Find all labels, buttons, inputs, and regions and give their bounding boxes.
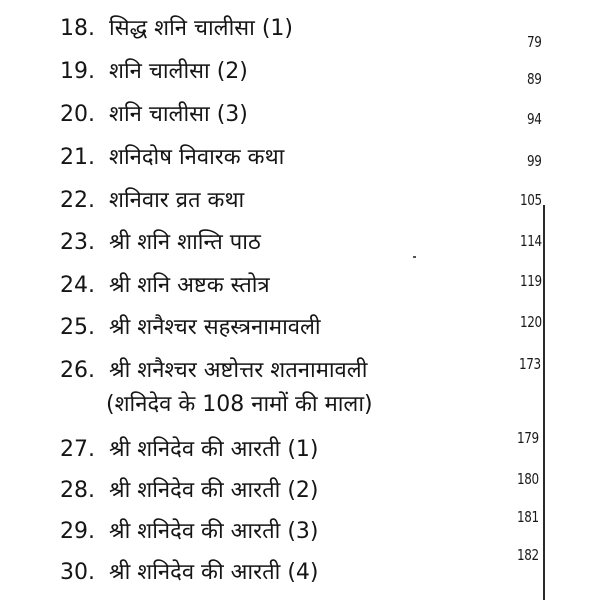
toc-entry-29 [60, 517, 530, 547]
toc-entry-24 [60, 271, 530, 301]
toc-entry-21 [60, 143, 530, 173]
entry-number: 25. [60, 315, 95, 340]
entry-number: 19. [60, 59, 95, 84]
entry-title: शनिवार व्रत कथा [109, 188, 245, 213]
toc-entry-30 [60, 558, 530, 588]
entry-number: 28. [60, 478, 95, 503]
entry-number: 30. [60, 560, 95, 585]
toc-entry-19 [60, 57, 530, 87]
entry-number: 26. [60, 358, 95, 383]
entry-title: शनि चालीसा (3) [109, 102, 248, 127]
toc-entry-28 [60, 476, 530, 506]
entry-page-number: 105 [520, 191, 542, 209]
entry-title: श्री शनिदेव की आरती (1) [109, 437, 319, 462]
entry-number: 22. [60, 188, 95, 213]
entry-title: सिद्ध शनि चालीसा (1) [109, 16, 294, 41]
entry-title: श्री शनैश्चर सहस्त्रनामावली [109, 315, 321, 340]
print-speck [413, 256, 416, 258]
toc-entry-20 [60, 100, 530, 130]
entry-page-number: 114 [520, 232, 542, 250]
entry-number: 24. [60, 273, 95, 298]
entry-number: 20. [60, 102, 95, 127]
entry-title: श्री शनि अष्टक स्तोत्र [109, 273, 270, 298]
entry-page-number: 120 [520, 313, 542, 331]
entry-number: 21. [60, 145, 95, 170]
entry-title: श्री शनिदेव की आरती (3) [109, 519, 319, 544]
entry-page-number: 182 [517, 546, 539, 564]
entry-number: 29. [60, 519, 95, 544]
page-edge-rule [543, 205, 545, 600]
entry-page-number: 94 [527, 110, 542, 128]
entry-title-line2: (शनिदेव के 108 नामों की माला) [106, 392, 373, 417]
entry-number: 18. [60, 16, 95, 41]
entry-title: शनिदोष निवारक कथा [109, 145, 285, 170]
entry-page-number: 119 [520, 272, 542, 290]
entry-page-number: 79 [527, 33, 542, 51]
entry-number: 27. [60, 437, 95, 462]
toc-entry-26 [60, 356, 530, 420]
entry-title: श्री शनैश्चर अष्टोत्तर शतनामावली [109, 358, 368, 383]
entry-title: श्री शनिदेव की आरती (4) [109, 560, 319, 585]
entry-page-number: 99 [527, 152, 542, 170]
toc-entry-25 [60, 313, 530, 343]
entry-page-number: 180 [517, 470, 539, 488]
entry-title: श्री शनिदेव की आरती (2) [109, 478, 319, 503]
entry-page-number: 181 [517, 508, 539, 526]
toc-entry-18 [60, 14, 530, 44]
entry-number: 23. [60, 230, 95, 255]
toc-entry-23 [60, 228, 530, 258]
entry-page-number: 179 [517, 429, 539, 447]
entry-page-number: 173 [519, 355, 541, 373]
entry-title: शनि चालीसा (2) [109, 59, 248, 84]
toc-entry-27 [60, 435, 530, 465]
entry-page-number: 89 [527, 70, 542, 88]
toc-entry-22 [60, 186, 530, 216]
entry-title: श्री शनि शान्ति पाठ [109, 230, 261, 255]
